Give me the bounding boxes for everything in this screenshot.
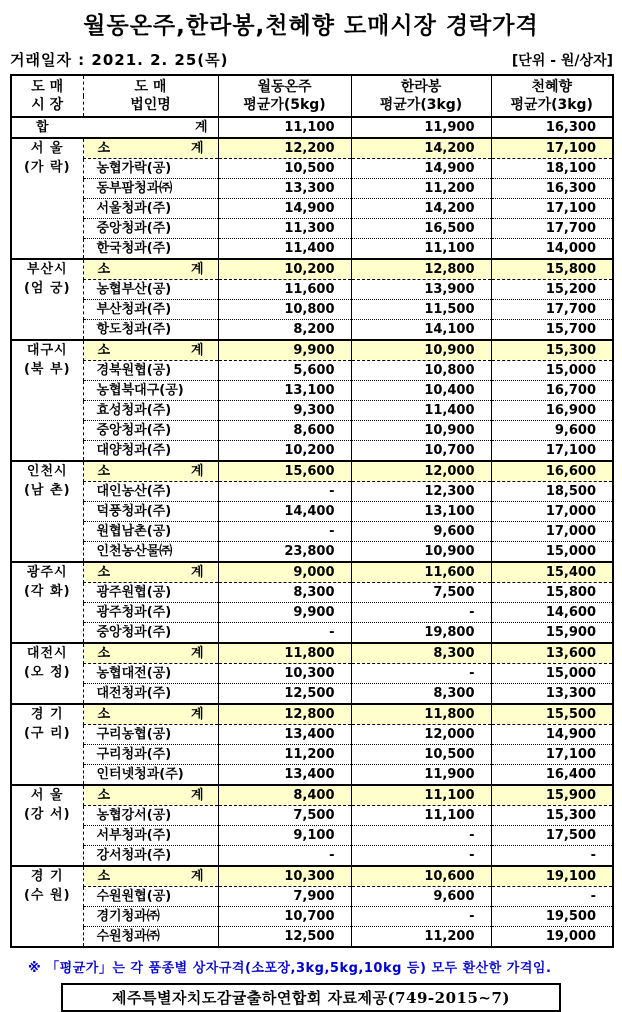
price-cell: - <box>218 623 351 644</box>
subtotal-label-cell <box>83 866 218 887</box>
company-row <box>11 280 613 300</box>
company-name-cell: 수원원협(공) <box>83 887 218 907</box>
subtotal-label-left: 소 <box>97 343 111 358</box>
subtotal-price-cell: 12,800 <box>218 704 351 725</box>
price-cell: 10,200 <box>218 441 351 462</box>
subtotal-label <box>84 139 218 158</box>
company-row <box>11 219 613 239</box>
meta-bar <box>0 40 622 74</box>
price-cell: 11,500 <box>351 300 491 320</box>
subtotal-label-right: 계 <box>190 262 204 277</box>
subtotal-price-cell: 15,500 <box>491 704 613 725</box>
price-cell: 16,300 <box>491 179 613 199</box>
company-name-cell: 농협부산(공) <box>83 280 218 300</box>
company-row <box>11 765 613 786</box>
price-cell: 15,300 <box>491 806 613 826</box>
company-row <box>11 361 613 381</box>
company-name-cell: 농협북대구(공) <box>83 381 218 401</box>
header-corp-line2: 법인명 <box>83 96 218 117</box>
header-hallabong-line1: 한라봉 <box>351 75 491 96</box>
price-cell: 5,600 <box>218 361 351 381</box>
header-cheonhyehyang-line2: 평균가(3kg) <box>491 96 613 117</box>
market-cell <box>11 461 83 562</box>
company-name-cell: 농협가락(공) <box>83 159 218 179</box>
subtotal-label-left: 소 <box>97 869 111 884</box>
subtotal-price-cell: 11,800 <box>218 643 351 664</box>
subtotal-label-cell <box>83 461 218 482</box>
price-cell: 9,900 <box>218 603 351 623</box>
subtotal-price-cell: 11,600 <box>351 562 491 583</box>
market-name: 대전시 <box>26 646 68 661</box>
price-cell: 17,700 <box>491 219 613 239</box>
subtotal-label <box>84 705 218 724</box>
subtotal-price-cell: 17,100 <box>491 138 613 159</box>
price-cell: 10,500 <box>351 745 491 765</box>
table-body <box>11 117 613 947</box>
subtotal-price-cell: 10,300 <box>218 866 351 887</box>
price-cell: 16,400 <box>491 765 613 786</box>
market-cell <box>11 866 83 947</box>
price-cell: 16,700 <box>491 381 613 401</box>
subtotal-label-left: 소 <box>97 788 111 803</box>
company-name-cell: 부산청과(주) <box>83 300 218 320</box>
total-label-right: 계 <box>194 120 208 135</box>
company-name-cell: 강서청과(주) <box>83 846 218 867</box>
price-cell: 15,700 <box>491 320 613 341</box>
price-cell: 17,500 <box>491 826 613 846</box>
company-row <box>11 927 613 948</box>
market-branch: (엄 궁) <box>23 281 71 296</box>
subtotal-price-cell: 11,100 <box>351 785 491 806</box>
market-cell <box>11 138 83 259</box>
price-cell: - <box>218 522 351 542</box>
company-name-cell: 인터넷청과(주) <box>83 765 218 786</box>
company-row <box>11 806 613 826</box>
total-row <box>11 117 613 138</box>
market-cell <box>11 643 83 704</box>
company-row <box>11 684 613 705</box>
company-row <box>11 664 613 684</box>
price-cell: - <box>491 887 613 907</box>
price-cell: 17,100 <box>491 199 613 219</box>
company-row <box>11 199 613 219</box>
price-cell: 12,300 <box>351 482 491 502</box>
company-name-cell: 한국청과(주) <box>83 239 218 260</box>
company-name-cell: 중앙청과(주) <box>83 421 218 441</box>
company-row <box>11 159 613 179</box>
subtotal-label-right: 계 <box>190 707 204 722</box>
subtotal-label <box>84 462 218 481</box>
company-name-cell: 수원청과㈜ <box>83 927 218 948</box>
company-row <box>11 502 613 522</box>
price-cell: 10,700 <box>218 907 351 927</box>
price-cell: 14,000 <box>491 239 613 260</box>
subtotal-row <box>11 643 613 664</box>
price-cell: 9,600 <box>491 421 613 441</box>
subtotal-price-cell: 10,900 <box>351 340 491 361</box>
company-row <box>11 421 613 441</box>
total-price-cell: 11,900 <box>351 117 491 138</box>
company-name-cell: 중앙청과(주) <box>83 623 218 644</box>
price-cell: 17,700 <box>491 300 613 320</box>
price-cell: 11,400 <box>351 401 491 421</box>
price-cell: 23,800 <box>218 542 351 563</box>
price-cell: 13,400 <box>218 725 351 745</box>
subtotal-label-right: 계 <box>190 788 204 803</box>
subtotal-label <box>84 260 218 279</box>
company-name-cell: 효성청과(주) <box>83 401 218 421</box>
price-cell: 7,900 <box>218 887 351 907</box>
price-cell: 14,900 <box>351 159 491 179</box>
subtotal-label-right: 계 <box>190 869 204 884</box>
price-cell: 11,600 <box>218 280 351 300</box>
price-cell: 14,400 <box>218 502 351 522</box>
company-name-cell: 농협강서(공) <box>83 806 218 826</box>
company-name-cell: 인천농산물㈜ <box>83 542 218 563</box>
price-cell: 14,900 <box>218 199 351 219</box>
price-cell: - <box>218 482 351 502</box>
price-cell: - <box>351 826 491 846</box>
price-cell: 13,300 <box>491 684 613 705</box>
price-cell: 12,000 <box>351 725 491 745</box>
market-name: 서 울 <box>30 141 64 156</box>
company-row <box>11 887 613 907</box>
price-cell: 9,600 <box>351 887 491 907</box>
subtotal-price-cell: 15,900 <box>491 785 613 806</box>
header-market-line1: 도 매 <box>31 79 64 95</box>
company-row <box>11 826 613 846</box>
price-cell: 7,500 <box>218 806 351 826</box>
market-branch: (북 부) <box>23 362 71 377</box>
subtotal-label <box>84 644 218 663</box>
price-cell: 8,300 <box>218 583 351 603</box>
price-cell: 13,900 <box>351 280 491 300</box>
subtotal-label-left: 소 <box>97 646 111 661</box>
company-row <box>11 179 613 199</box>
subtotal-price-cell: 8,400 <box>218 785 351 806</box>
unit-label: [단위 - 원/상자] <box>511 53 613 69</box>
header-hallabong-line2: 평균가(3kg) <box>351 96 491 117</box>
price-cell: 9,300 <box>218 401 351 421</box>
company-name-cell: 서울청과(주) <box>83 199 218 219</box>
price-cell: 11,200 <box>351 179 491 199</box>
market-branch: (오 정) <box>23 665 71 680</box>
company-row <box>11 522 613 542</box>
price-cell: 17,100 <box>491 745 613 765</box>
company-name-cell: 대인농산(주) <box>83 482 218 502</box>
company-name-cell: 광주원협(공) <box>83 583 218 603</box>
company-name-cell: 덕풍청과(주) <box>83 502 218 522</box>
market-branch: (가 락) <box>23 160 71 175</box>
price-cell: 12,500 <box>218 684 351 705</box>
header-woldong-line1: 월동온주 <box>218 75 351 96</box>
header-corp-line1: 도 매 <box>83 75 218 96</box>
header-woldong-line2: 평균가(5kg) <box>218 96 351 117</box>
price-cell: 15,000 <box>491 361 613 381</box>
company-row <box>11 542 613 563</box>
company-name-cell: 경기청과㈜ <box>83 907 218 927</box>
subtotal-label-cell <box>83 562 218 583</box>
market-cell <box>11 259 83 340</box>
subtotal-price-cell: 16,600 <box>491 461 613 482</box>
subtotal-row <box>11 340 613 361</box>
price-cell: 11,900 <box>351 765 491 786</box>
company-row <box>11 300 613 320</box>
subtotal-row <box>11 138 613 159</box>
price-table <box>10 74 614 948</box>
price-cell: - <box>351 603 491 623</box>
subtotal-label-right: 계 <box>190 646 204 661</box>
market-name: 광주시 <box>26 565 68 580</box>
subtotal-label-left: 소 <box>97 262 111 277</box>
total-label <box>12 118 218 137</box>
total-price-cell: 16,300 <box>491 117 613 138</box>
subtotal-label-left: 소 <box>97 464 111 479</box>
company-row <box>11 239 613 260</box>
subtotal-label-right: 계 <box>190 565 204 580</box>
company-name-cell: 농협대전(공) <box>83 664 218 684</box>
price-cell: 18,100 <box>491 159 613 179</box>
price-cell: 15,000 <box>491 542 613 563</box>
company-name-cell: 원협남촌(공) <box>83 522 218 542</box>
price-cell: 15,000 <box>491 664 613 684</box>
company-row <box>11 482 613 502</box>
market-cell <box>11 704 83 785</box>
price-cell: 14,900 <box>491 725 613 745</box>
company-row <box>11 623 613 644</box>
subtotal-row <box>11 704 613 725</box>
price-cell: 10,400 <box>351 381 491 401</box>
company-row <box>11 907 613 927</box>
subtotal-price-cell: 12,200 <box>218 138 351 159</box>
price-cell: 10,300 <box>218 664 351 684</box>
company-row <box>11 846 613 867</box>
subtotal-label-left: 소 <box>97 565 111 580</box>
price-cell: 8,300 <box>351 684 491 705</box>
price-cell: 9,100 <box>218 826 351 846</box>
market-name: 인천시 <box>26 464 68 479</box>
subtotal-price-cell: 10,600 <box>351 866 491 887</box>
market-name: 대구시 <box>26 343 68 358</box>
subtotal-label-cell <box>83 138 218 159</box>
subtotal-label-cell <box>83 785 218 806</box>
market-name: 경 기 <box>30 869 64 884</box>
company-name-cell: 중앙청과(주) <box>83 219 218 239</box>
header-cheonhyehyang-line1: 천혜향 <box>491 75 613 96</box>
source-box: 제주특별자치도감귤출하연합회 자료제공(749-2015~7) <box>61 983 561 1012</box>
company-row <box>11 381 613 401</box>
subtotal-label-left: 소 <box>97 141 111 156</box>
price-cell: - <box>351 664 491 684</box>
company-name-cell: 대전청과(주) <box>83 684 218 705</box>
subtotal-price-cell: 14,200 <box>351 138 491 159</box>
subtotal-price-cell: 15,400 <box>491 562 613 583</box>
market-cell <box>11 562 83 643</box>
price-cell: 13,300 <box>218 179 351 199</box>
company-row <box>11 745 613 765</box>
market-cell <box>11 340 83 461</box>
company-row <box>11 725 613 745</box>
price-cell: 15,900 <box>491 623 613 644</box>
subtotal-price-cell: 15,300 <box>491 340 613 361</box>
price-cell: 10,800 <box>218 300 351 320</box>
price-cell: 11,100 <box>351 806 491 826</box>
subtotal-label-right: 계 <box>190 343 204 358</box>
company-name-cell: 광주청과(주) <box>83 603 218 623</box>
price-cell: - <box>491 846 613 867</box>
price-cell: 10,700 <box>351 441 491 462</box>
market-name: 경 기 <box>30 707 64 722</box>
price-cell: 16,500 <box>351 219 491 239</box>
price-cell: 17,100 <box>491 441 613 462</box>
subtotal-price-cell: 12,000 <box>351 461 491 482</box>
total-price-cell: 11,100 <box>218 117 351 138</box>
company-row <box>11 441 613 462</box>
market-branch: (수 원) <box>23 888 71 903</box>
subtotal-label <box>84 786 218 805</box>
subtotal-price-cell: 9,000 <box>218 562 351 583</box>
company-name-cell: 구리청과(주) <box>83 745 218 765</box>
subtotal-label-left: 소 <box>97 707 111 722</box>
price-cell: 10,800 <box>351 361 491 381</box>
price-cell: 11,400 <box>218 239 351 260</box>
subtotal-label-right: 계 <box>190 464 204 479</box>
market-name: 서 울 <box>30 788 64 803</box>
company-name-cell: 구리농협(공) <box>83 725 218 745</box>
company-name-cell: 서부청과(주) <box>83 826 218 846</box>
subtotal-label-right: 계 <box>190 141 204 156</box>
market-branch: (남 촌) <box>23 483 71 498</box>
price-cell: 11,100 <box>351 239 491 260</box>
company-name-cell: 대양청과(주) <box>83 441 218 462</box>
subtotal-price-cell: 11,800 <box>351 704 491 725</box>
subtotal-label-cell <box>83 643 218 664</box>
price-cell: 19,000 <box>491 927 613 948</box>
price-cell: 14,600 <box>491 603 613 623</box>
price-cell: 13,100 <box>351 502 491 522</box>
subtotal-row <box>11 259 613 280</box>
header-market-line2: 시 장 <box>11 96 83 117</box>
subtotal-row <box>11 562 613 583</box>
market-name: 부산시 <box>26 262 68 277</box>
subtotal-label <box>84 867 218 886</box>
company-name-cell: 동부팜청과㈜ <box>83 179 218 199</box>
price-cell: 15,200 <box>491 280 613 300</box>
market-cell <box>11 785 83 866</box>
price-cell: - <box>351 846 491 867</box>
subtotal-price-cell: 9,900 <box>218 340 351 361</box>
total-label-cell <box>11 117 218 138</box>
price-cell: 11,200 <box>218 745 351 765</box>
price-cell: - <box>351 907 491 927</box>
price-cell: 15,800 <box>491 583 613 603</box>
price-cell: 10,500 <box>218 159 351 179</box>
total-label-left: 합 <box>36 120 49 135</box>
page-title: 월동온주,한라봉,천혜향 도매시장 경락가격 <box>83 13 539 39</box>
price-cell: 9,600 <box>351 522 491 542</box>
price-cell: 11,300 <box>218 219 351 239</box>
price-cell: 14,100 <box>351 320 491 341</box>
price-cell: 13,100 <box>218 381 351 401</box>
price-cell: 11,200 <box>351 927 491 948</box>
subtotal-label <box>84 563 218 582</box>
company-row <box>11 583 613 603</box>
price-cell: 17,000 <box>491 502 613 522</box>
footnote: ※ 「평균가」는 각 품종별 상자규격(소포장,3kg,5kg,10kg 등) 모두 환산한 가격임. <box>28 961 552 976</box>
subtotal-row <box>11 461 613 482</box>
price-cell: 19,800 <box>351 623 491 644</box>
price-cell: 13,400 <box>218 765 351 786</box>
subtotal-price-cell: 19,100 <box>491 866 613 887</box>
market-branch: (구 리) <box>23 726 71 741</box>
company-row <box>11 320 613 341</box>
subtotal-price-cell: 8,300 <box>351 643 491 664</box>
price-cell: 18,500 <box>491 482 613 502</box>
subtotal-label-cell <box>83 340 218 361</box>
subtotal-price-cell: 12,800 <box>351 259 491 280</box>
company-row <box>11 401 613 421</box>
price-cell: 17,000 <box>491 522 613 542</box>
subtotal-label-cell <box>83 259 218 280</box>
subtotal-price-cell: 15,600 <box>218 461 351 482</box>
market-branch: (강 서) <box>23 807 71 822</box>
price-cell: 8,200 <box>218 320 351 341</box>
subtotal-price-cell: 15,800 <box>491 259 613 280</box>
subtotal-label <box>84 341 218 360</box>
subtotal-row <box>11 785 613 806</box>
subtotal-row <box>11 866 613 887</box>
subtotal-price-cell: 13,600 <box>491 643 613 664</box>
subtotal-price-cell: 10,200 <box>218 259 351 280</box>
trade-date-label: 거래일자 : 2021. 2. 25(목) <box>10 51 229 69</box>
company-name-cell: 항도청과(주) <box>83 320 218 341</box>
price-cell: 7,500 <box>351 583 491 603</box>
price-cell: 10,900 <box>351 542 491 563</box>
price-cell: 12,500 <box>218 927 351 948</box>
subtotal-label-cell <box>83 704 218 725</box>
price-cell: - <box>218 846 351 867</box>
price-cell: 16,900 <box>491 401 613 421</box>
company-row <box>11 603 613 623</box>
price-cell: 8,600 <box>218 421 351 441</box>
company-name-cell: 경북원협(공) <box>83 361 218 381</box>
price-cell: 10,900 <box>351 421 491 441</box>
market-branch: (각 화) <box>23 584 71 599</box>
price-cell: 14,200 <box>351 199 491 219</box>
price-cell: 19,500 <box>491 907 613 927</box>
